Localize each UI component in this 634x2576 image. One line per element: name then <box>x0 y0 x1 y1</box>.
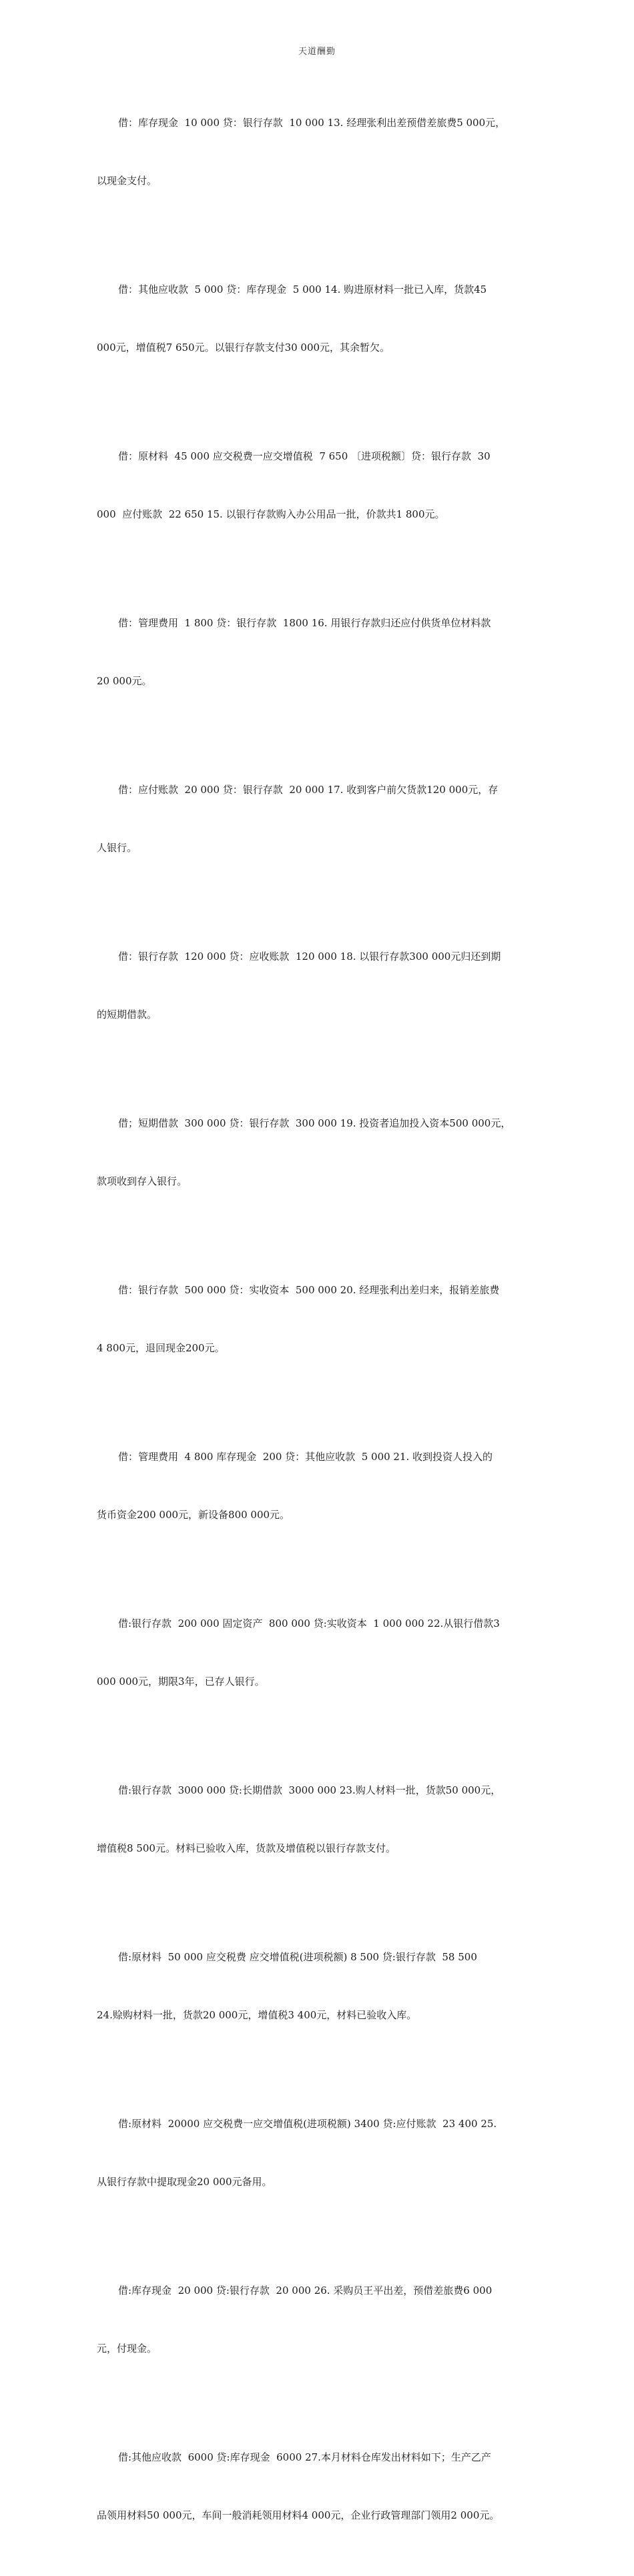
paragraph-line: 增值税8 500元。材料已验收入库，货款及增值税以银行存款支付。 <box>97 1842 396 1854</box>
paragraph-line: 000 应付账款 22 650 15. 以银行存款购入办公用品一批，价款共1 800元。 <box>97 508 445 520</box>
paragraph-line: 借:银行存款 3000 000 贷:长期借款 3000 000 23.购人材料一批，货款50 000元， <box>118 1784 501 1796</box>
paragraph-line: 24.赊购材料一批，货款20 000元，增值税3 400元，材料已验收入库。 <box>97 2009 417 2021</box>
paragraph-line: 的短期借款。 <box>97 1009 157 1021</box>
paragraph-line: 借:库存现金 20 000 贷:银行存款 20 000 26. 采购员王平出差，预借差旅费6 000 <box>118 2285 493 2297</box>
paragraph-line: 000元，增值税7 650元。以银行存款支付30 000元，其余暂欠。 <box>97 342 390 354</box>
paragraph-1 <box>97 75 544 229</box>
paragraph-11 <box>97 1742 544 1897</box>
paragraph-14 <box>97 2242 544 2397</box>
paragraph-line: 货币资金200 000元，新设备800 000元。 <box>97 1509 290 1521</box>
paragraph-12 <box>97 1909 544 2064</box>
paragraph-6 <box>97 908 544 1063</box>
paragraph-9 <box>97 1409 544 1563</box>
paragraph-line: 人银行。 <box>97 842 137 854</box>
page-header: 天道酬勤 <box>298 47 336 57</box>
paragraph-line: 借；短期借款 300 000 贷：银行存款 300 000 19. 投资者追加投入资本500 000元， <box>118 1117 511 1129</box>
paragraph-line: 借:原材料 20000 应交税费一应交增值税(进项税额) 3400 贷:应付账款 23 400 25. <box>118 2118 497 2130</box>
paragraph-line: 品领用材料50 000元，车间一般消耗领用材料4 000元，企业行政管理部门领用2 000元。 <box>97 2509 500 2521</box>
paragraph-line: 借：银行存款 120 000 贷：应收账款 120 000 18. 以银行存款300 000元归还到期 <box>118 950 501 962</box>
paragraph-10 <box>97 1575 544 1730</box>
paragraph-2 <box>97 241 544 396</box>
paragraph-line: 借:银行存款 200 000 固定资产 800 000 贷:实收资本 1 000 000 22.从银行借款3 <box>118 1618 500 1630</box>
paragraph-line: 借：银行存款 500 000 贷：实收资本 500 000 20. 经理张利出差归来，报销差旅费 <box>118 1284 500 1296</box>
paragraph-line: 以现金支付。 <box>97 175 157 187</box>
paragraph-line: 20 000元。 <box>97 675 152 687</box>
paragraph-line: 借：库存现金 10 000 贷：银行存款 10 000 13. 经理张利出差预借差旅费5 000元， <box>118 117 506 129</box>
paragraph-line: 款项收到存入银行。 <box>97 1175 188 1187</box>
paragraph-line: 000 000元，期限3年，已存人银行。 <box>97 1676 265 1688</box>
paragraph-line: 4 800元，退回现金200元。 <box>97 1342 225 1354</box>
paragraph-line: 借:其他应收款 6000 贷:库存现金 6000 27.本月材料仓库发出材料如下；生产乙产 <box>118 2451 491 2463</box>
paragraph-3 <box>97 408 544 563</box>
paragraph-line: 元，付现金。 <box>97 2343 157 2355</box>
paragraph-line: 借:原材料 50 000 应交税费 应交增值税(进项税额) 8 500 贷:银行存款 58 500 <box>118 1951 477 1963</box>
paragraph-13 <box>97 2076 544 2230</box>
paragraph-15 <box>97 2409 544 2564</box>
paragraph-7 <box>97 1075 544 1230</box>
paragraph-line: 借：管理费用 4 800 库存现金 200 贷：其他应收款 5 000 21. 收到投资人投入的 <box>118 1451 493 1463</box>
paragraph-5 <box>97 742 544 896</box>
paragraph-4 <box>97 575 544 730</box>
paragraph-line: 借：原材料 45 000 应交税费一应交增值税 7 650 〔进项税额〕贷：银行存款 30 <box>118 450 491 462</box>
paragraph-8 <box>97 1242 544 1397</box>
paragraph-line: 借：应付账款 20 000 贷：银行存款 20 000 17. 收到客户前欠货款120 000元，存 <box>118 784 499 796</box>
paragraph-line: 借：管理费用 1 800 贷：银行存款 1800 16. 用银行存款归还应付供货单位材料款 <box>118 617 491 629</box>
document-body <box>97 75 544 2576</box>
paragraph-line: 从银行存款中提取现金20 000元备用。 <box>97 2176 272 2188</box>
paragraph-line: 借：其他应收款 5 000 贷：库存现金 5 000 14. 购进原材料一批已入库，货款45 <box>118 283 487 295</box>
